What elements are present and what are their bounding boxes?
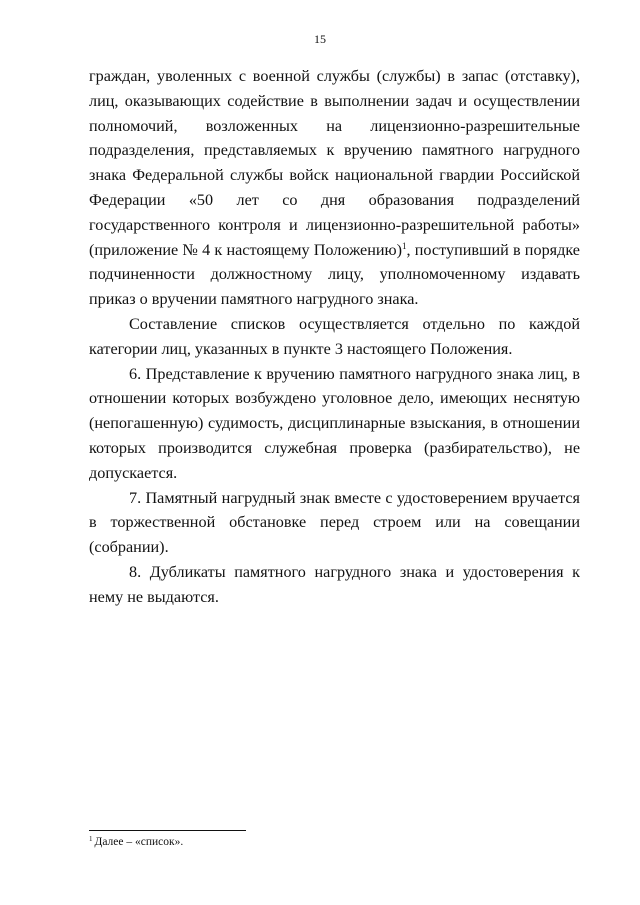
paragraph-lists: Составление списков осуществляется отдельно по каждой категории лиц, указанных в пункте 3 настоящего Положения. [89, 314, 580, 358]
paragraph-continuation [89, 64, 580, 312]
paragraph-8: 8. Дубликаты памятного нагрудного знака и удостоверения к нему не выдаются. [89, 562, 580, 606]
footnote-reference: 1 [402, 240, 407, 251]
footnote-text: Далее – «список». [94, 836, 184, 848]
paragraph-continuation-text: граждан, уволенных с военной службы (службы) в запас (отставку), лиц, оказывающих содействие в выполнении задач и осуществлении полномочий, возложенных на лицензионно-разрешительные подразделения, представляемых к вручению памятного нагрудного знака Федеральной службы войск национальной гвардии Российской Федерации «50 лет со дня образования подразделений государственного контроля и лицензионно-разрешительной работы» (приложение № 4 к настоящему Положению) [89, 67, 580, 259]
paragraph-continuation-text-end: , поступивший в порядке подчиненности должностному лицу, уполномоченному издавать приказ о вручении памятного нагрудного знака. [89, 240, 580, 309]
document-body [89, 64, 580, 610]
footnote [89, 835, 183, 849]
paragraph-6: 6. Представление к вручению памятного нагрудного знака лиц, в отношении которых возбуждено уголовное дело, имеющих неснятую (непогашенную) судимость, дисциплинарные взыскания, в отношении которых производится служебная проверка (разбирательство), не допускается. [89, 364, 580, 482]
footnote-separator [89, 830, 246, 831]
page-number: 15 [314, 32, 326, 46]
footnote-marker: 1 [89, 835, 93, 843]
paragraph-7: 7. Памятный нагрудный знак вместе с удостоверением вручается в торжественной обстановке перед строем или на совещании (собрании). [89, 488, 580, 557]
